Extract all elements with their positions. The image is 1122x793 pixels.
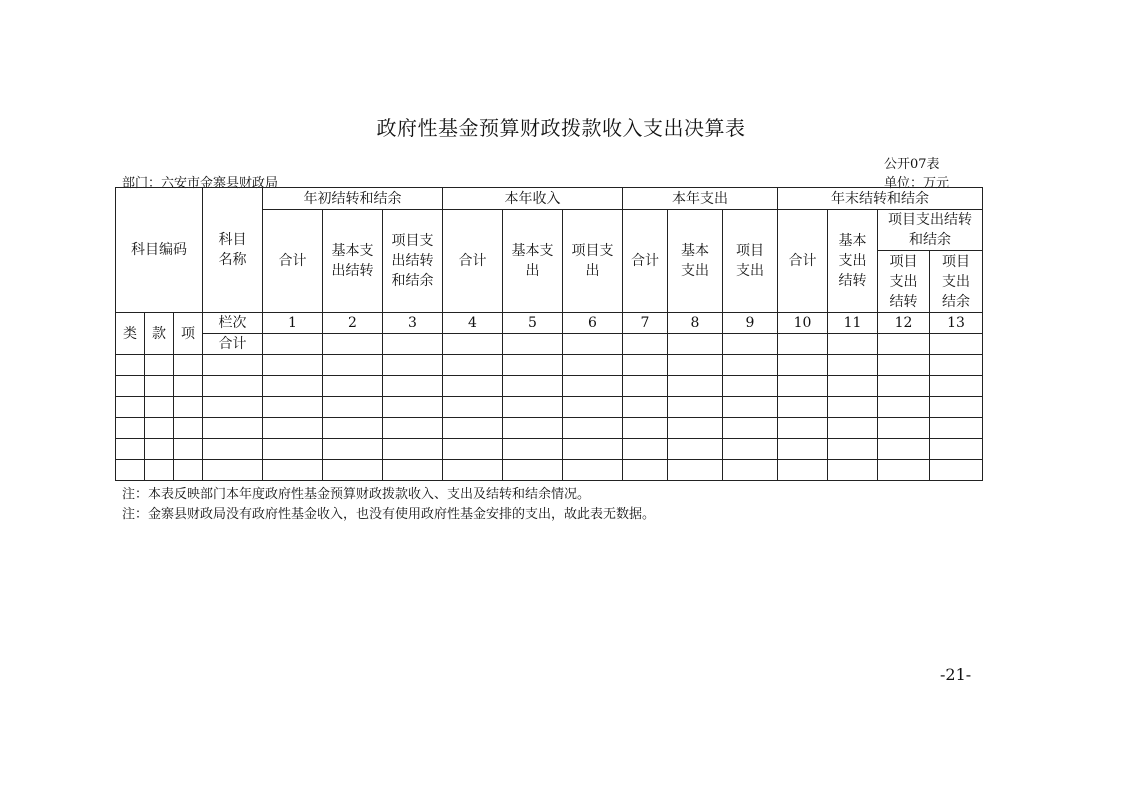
- header-col-3: 项目支出结转和结余: [383, 210, 443, 313]
- page-title: 政府性基金预算财政拨款收入支出决算表: [376, 116, 746, 140]
- table-note: 注：本表反映部门本年度政府性基金预算财政拨款收入、支出及结转和结余情况。: [122, 487, 591, 502]
- header-group-opening-balance: 年初结转和结余: [263, 188, 443, 210]
- header-group-income: 本年收入: [443, 188, 623, 210]
- header-col-4: 合计: [443, 210, 503, 313]
- code-part-section: 款: [145, 313, 174, 355]
- header-col-2: 基本支出结转: [323, 210, 383, 313]
- header-group-expenditure: 本年支出: [623, 188, 778, 210]
- table-cell: [723, 334, 778, 355]
- header-col-8: 基本支出: [668, 210, 723, 313]
- header-col-5: 基本支出: [503, 210, 563, 313]
- table-cell: [828, 334, 878, 355]
- header-project-subgroup: 项目支出结转和结余: [878, 210, 983, 251]
- table-cell: [503, 334, 563, 355]
- table-row: [116, 418, 983, 439]
- unit-label: 单位：万元: [884, 176, 950, 191]
- table-note: 注：金寨县财政局没有政府性基金收入，也没有使用政府性基金安排的支出，故此表无数据。: [122, 507, 656, 522]
- index-number: 9: [723, 313, 778, 334]
- table-cell: [443, 334, 503, 355]
- table-cell: [778, 334, 828, 355]
- index-label: 栏次: [203, 313, 263, 334]
- table-cell: [323, 334, 383, 355]
- header-col-12: 项目支出结转: [878, 251, 930, 313]
- table-cell: [383, 334, 443, 355]
- header-col-11: 基本支出结转: [828, 210, 878, 313]
- header-col-10: 合计: [778, 210, 828, 313]
- index-number: 11: [828, 313, 878, 334]
- index-number: 4: [443, 313, 503, 334]
- table-row: [116, 439, 983, 460]
- table-row: [116, 376, 983, 397]
- table-row: [116, 397, 983, 418]
- table-row: [116, 460, 983, 481]
- budget-table: [115, 187, 983, 481]
- index-number: 6: [563, 313, 623, 334]
- index-number: 8: [668, 313, 723, 334]
- code-part-category: 类: [116, 313, 145, 355]
- code-part-item: 项: [174, 313, 203, 355]
- index-number: 5: [503, 313, 563, 334]
- index-number: 12: [878, 313, 930, 334]
- header-col-13: 项目支出结余: [930, 251, 983, 313]
- index-number: 2: [323, 313, 383, 334]
- index-number: 13: [930, 313, 983, 334]
- header-subject-name: 科目名称: [203, 188, 263, 313]
- header-col-1: 合计: [263, 210, 323, 313]
- department-label: 部门：六安市金寨县财政局: [122, 176, 279, 191]
- page-number: -21-: [940, 665, 972, 684]
- table-cell: [668, 334, 723, 355]
- form-number: 公开07表: [884, 157, 940, 172]
- index-number: 10: [778, 313, 828, 334]
- index-number: 1: [263, 313, 323, 334]
- table-row: [116, 355, 983, 376]
- index-number: 7: [623, 313, 668, 334]
- header-subject-code: 科目编码: [116, 188, 203, 313]
- header-group-closing-balance: 年末结转和结余: [778, 188, 983, 210]
- table-cell: [563, 334, 623, 355]
- table-cell: [878, 334, 930, 355]
- table-cell: [623, 334, 668, 355]
- header-col-6: 项目支出: [563, 210, 623, 313]
- table-cell: [263, 334, 323, 355]
- total-label: 合计: [203, 334, 263, 355]
- header-col-7: 合计: [623, 210, 668, 313]
- index-number: 3: [383, 313, 443, 334]
- header-col-9: 项目支出: [723, 210, 778, 313]
- table-cell: [930, 334, 983, 355]
